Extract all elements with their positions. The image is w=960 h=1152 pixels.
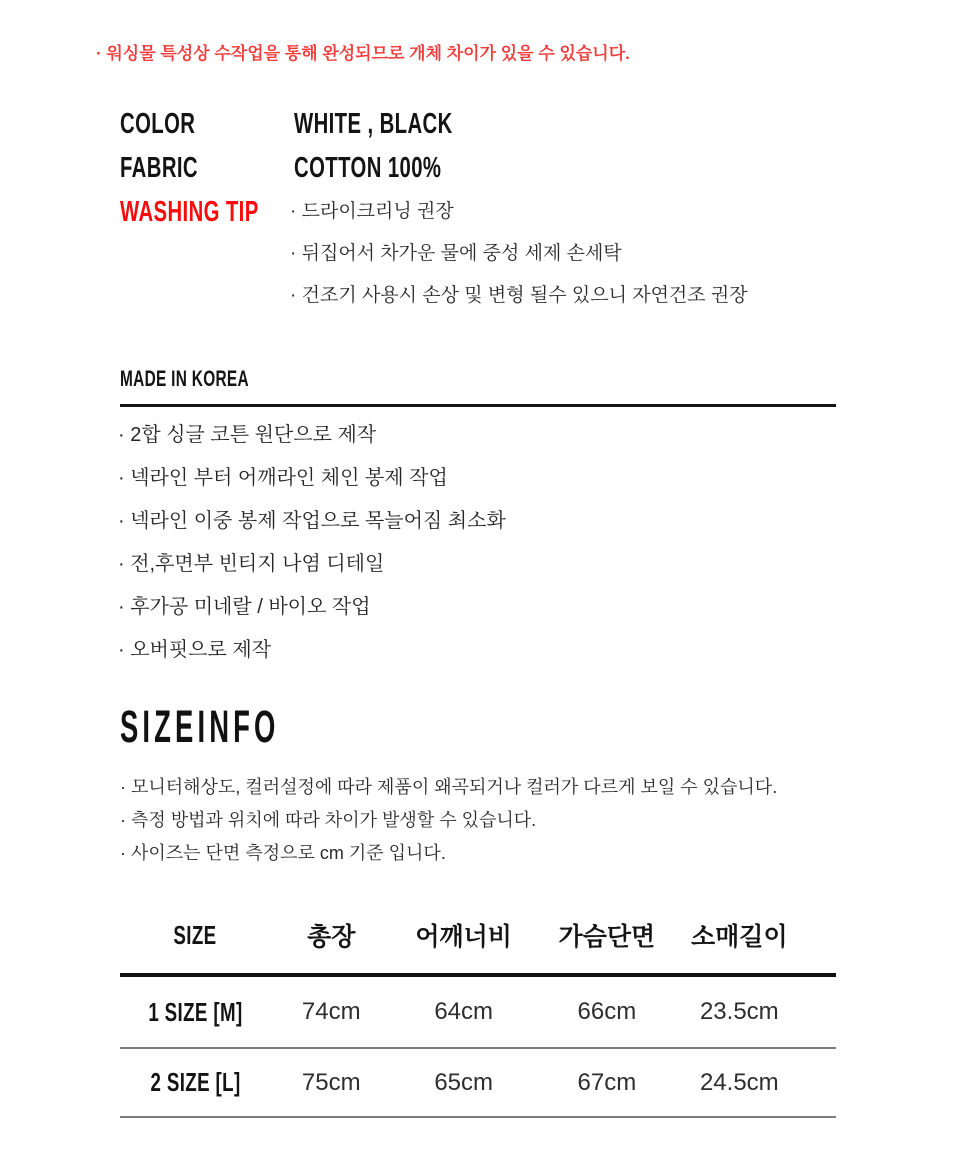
size-row-label: 2 SIZE [L] bbox=[150, 1067, 241, 1097]
washed-fabric-note: · 워싱물 특성상 수작업을 통해 완성되므로 개체 차이가 있을 수 있습니다. bbox=[96, 44, 630, 63]
washing-tip-item: · 뒤집어서 차가운 물에 중성 세제 손세탁 bbox=[290, 243, 622, 264]
feature-item: · 2합 싱글 코튼 원단으로 제작 bbox=[118, 424, 377, 446]
size-cell-total-length: 75cm bbox=[301, 1068, 361, 1096]
feature-item: · 오버핏으로 제작 bbox=[118, 639, 272, 661]
size-note-item: · 모니터해상도, 컬러설정에 따라 제품이 왜곡되거나 컬러가 다르게 보일 수 있습니다. bbox=[120, 777, 778, 797]
fabric-value: COTTON 100% bbox=[294, 152, 442, 184]
feature-item: · 넥라인 부터 어깨라인 체인 봉제 작업 bbox=[118, 467, 448, 489]
size-note-item: · 사이즈는 단면 측정으로 cm 기준 입니다. bbox=[120, 843, 446, 863]
size-table-header-cell: 총장 bbox=[307, 923, 356, 951]
made-in-korea-heading bbox=[120, 366, 304, 392]
size-cell-shoulder: 64cm bbox=[434, 998, 494, 1025]
feature-item: · 전,후면부 빈티지 나염 디테일 bbox=[118, 553, 385, 575]
size-cell-chest: 66cm bbox=[577, 998, 637, 1025]
color-value: WHITE , BLACK bbox=[294, 108, 454, 140]
size-cell-shoulder: 65cm bbox=[434, 1068, 494, 1096]
size-table-row-l bbox=[120, 1049, 836, 1116]
size-cell-sleeve: 23.5cm bbox=[699, 998, 779, 1025]
sizeinfo-heading bbox=[120, 703, 382, 762]
washing-tip-item: · 건조기 사용시 손상 및 변형 될수 있으니 자연건조 권장 bbox=[290, 285, 748, 306]
size-table-row-m bbox=[120, 977, 836, 1047]
made-in-korea-label: MADE IN KOREA bbox=[120, 366, 249, 391]
washing-tip-list bbox=[290, 197, 748, 323]
sizeinfo-title-text: SIZEINFO bbox=[120, 701, 280, 752]
size-cell-chest: 67cm bbox=[577, 1068, 637, 1096]
washing-tip-label: WASHING TIP bbox=[120, 196, 259, 228]
feature-item: · 후가공 미네랄 / 바이오 작업 bbox=[118, 596, 371, 618]
spec-row-color bbox=[120, 108, 860, 140]
size-cell-total-length: 74cm bbox=[301, 998, 361, 1025]
divider-line bbox=[120, 404, 836, 407]
washing-tip-item: · 드라이크리닝 권장 bbox=[290, 201, 454, 222]
size-note-list bbox=[120, 772, 777, 871]
feature-list bbox=[118, 420, 506, 678]
size-table bbox=[120, 897, 836, 1118]
size-row-label: 1 SIZE [M] bbox=[148, 996, 243, 1027]
size-table-header-cell: 가슴단면 bbox=[558, 923, 656, 951]
color-label: COLOR bbox=[120, 108, 196, 140]
feature-item: · 넥라인 이중 봉제 작업으로 목늘어짐 최소화 bbox=[118, 510, 506, 532]
size-note-item: · 측정 방법과 위치에 따라 차이가 발생할 수 있습니다. bbox=[120, 810, 537, 830]
size-table-header-cell: 어깨너비 bbox=[415, 923, 512, 951]
size-table-header-row bbox=[120, 897, 836, 973]
spec-row-fabric bbox=[120, 152, 860, 184]
size-cell-sleeve: 24.5cm bbox=[699, 1068, 779, 1096]
size-table-header-cell: SIZE bbox=[173, 919, 217, 950]
size-table-header-cell: 소매길이 bbox=[691, 923, 788, 951]
fabric-label: FABRIC bbox=[120, 152, 199, 184]
table-bottom-line bbox=[120, 1116, 836, 1118]
